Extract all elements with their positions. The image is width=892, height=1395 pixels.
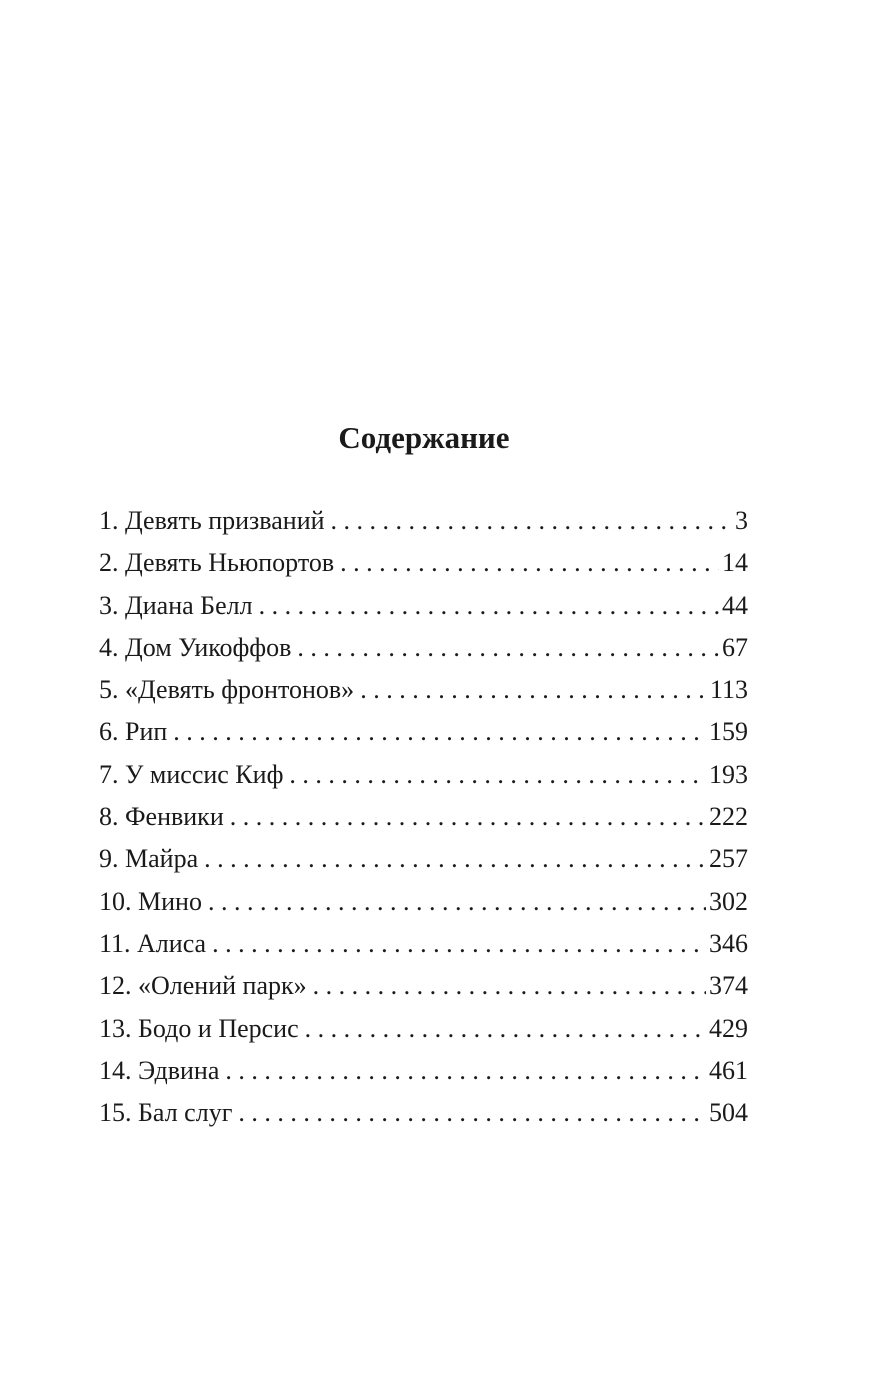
toc-entry-label: 6. Рип — [99, 717, 168, 747]
toc-entry-page: 302 — [709, 886, 748, 916]
toc-entry — [99, 796, 748, 838]
table-of-contents — [99, 500, 748, 1134]
toc-entry — [99, 542, 748, 584]
toc-entry-page: 67 — [722, 632, 748, 662]
page-title: Содержание — [338, 420, 510, 455]
toc-entry — [99, 669, 748, 711]
toc-entry-label: 15. Бал слуг — [99, 1098, 233, 1128]
dot-leader — [340, 542, 719, 584]
dot-leader — [305, 1008, 706, 1050]
toc-entry-page: 374 — [709, 971, 748, 1001]
toc-entry-page: 346 — [709, 928, 748, 958]
toc-entry-label: 9. Майра — [99, 844, 199, 874]
toc-entry-label: 14. Эдвина — [99, 1055, 220, 1085]
toc-entry-label: 13. Бодо и Персис — [99, 1013, 299, 1043]
toc-entry-label: 7. У миссис Киф — [99, 759, 284, 789]
toc-entry — [99, 965, 748, 1007]
dot-leader — [173, 711, 706, 753]
toc-entry — [99, 585, 748, 627]
dot-leader — [259, 585, 719, 627]
dot-leader — [289, 754, 706, 796]
toc-entry — [99, 627, 748, 669]
dot-leader — [204, 838, 706, 880]
toc-entry-page: 44 — [722, 590, 748, 620]
toc-entry — [99, 1050, 748, 1092]
toc-entry — [99, 754, 748, 796]
toc-entry-label: 1. Девять призваний — [99, 506, 325, 535]
toc-entry-page: 3 — [735, 506, 748, 535]
toc-entry-label: 11. Алиса — [99, 928, 207, 958]
toc-entry — [99, 881, 748, 923]
toc-entry — [99, 500, 748, 542]
toc-entry-page: 14 — [722, 548, 748, 578]
toc-entry-label: 10. Мино — [99, 886, 202, 916]
dot-leader — [208, 881, 706, 923]
toc-entry-page: 257 — [709, 844, 748, 874]
toc-entry — [99, 1092, 748, 1134]
dot-leader — [331, 500, 732, 542]
toc-entry-page: 222 — [709, 802, 748, 832]
toc-entry-page: 429 — [709, 1013, 748, 1043]
toc-entry-label: 3. Диана Белл — [99, 590, 253, 620]
toc-entry — [99, 923, 748, 965]
dot-leader — [313, 965, 706, 1007]
dot-leader — [297, 627, 719, 669]
dot-leader — [360, 669, 707, 711]
dot-leader — [225, 1050, 706, 1092]
toc-entry — [99, 1008, 748, 1050]
toc-entry-label: 4. Дом Уикоффов — [99, 632, 292, 662]
toc-entry-label: 2. Девять Ньюпортов — [99, 548, 335, 578]
toc-entry-label: 5. «Девять фронтонов» — [99, 675, 355, 705]
dot-leader — [212, 923, 706, 965]
toc-entry-page: 461 — [709, 1055, 748, 1085]
toc-entry-page: 159 — [709, 717, 748, 747]
toc-entry — [99, 711, 748, 753]
toc-entry-page: 504 — [709, 1098, 748, 1128]
toc-entry-label: 12. «Олений парк» — [99, 971, 307, 1001]
dot-leader — [238, 1092, 706, 1134]
toc-entry-page: 113 — [709, 675, 748, 705]
dot-leader — [230, 796, 706, 838]
toc-entry — [99, 838, 748, 880]
toc-entry-page: 193 — [709, 759, 748, 789]
toc-entry-label: 8. Фенвики — [99, 802, 224, 832]
